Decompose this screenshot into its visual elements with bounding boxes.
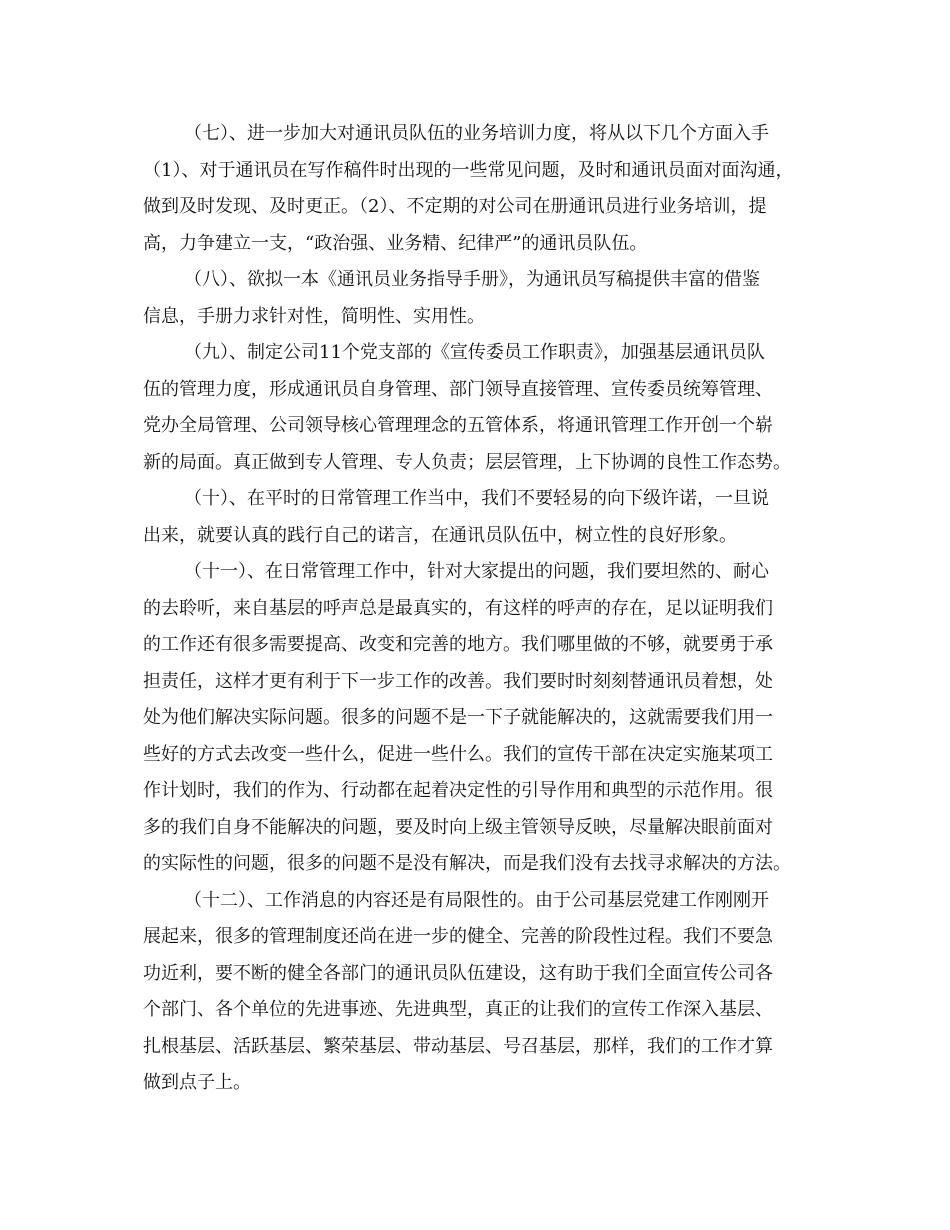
text-line: 处为他们解决实际问题。很多的问题不是一下子就能解决的，这就需要我们用一 bbox=[143, 707, 773, 728]
text-line: 个部门、各个单位的先进事迹、先进典型，真正的让我们的宣传工作深入基层、 bbox=[143, 999, 773, 1020]
paragraph-item-10 bbox=[143, 481, 808, 554]
text-line: 些好的方式去改变一些什么，促进一些什么。我们的宣传干部在决定实施某项工 bbox=[143, 743, 773, 765]
text-line: 高，力争建立一支，“政治强、业务精、纪律严”的通讯员队伍。 bbox=[143, 232, 648, 254]
text-line: （1）、对于通讯员在写作稿件时出现的一些常见问题，及时和通讯员面对面沟通， bbox=[143, 159, 794, 181]
text-line: 的实际性的问题，很多的问题不是没有解决，而是我们没有去找寻求解决的方法。 bbox=[143, 853, 791, 874]
text-line: （十）、在平时的日常管理工作当中，我们不要轻易的向下级许诺，一旦说 bbox=[184, 488, 769, 509]
text-line: 做到点子上。 bbox=[143, 1072, 251, 1093]
paragraph-item-8 bbox=[143, 262, 808, 335]
text-line: （十一）、在日常管理工作中，针对大家提出的问题，我们要坦然的、耐心 bbox=[184, 561, 769, 582]
paragraph-item-12 bbox=[143, 883, 808, 1102]
body-text bbox=[143, 116, 808, 1102]
text-line: （七）、进一步加大对通讯员队伍的业务培训力度，将从以下几个方面入手 bbox=[184, 123, 769, 144]
text-line: （十二）、工作消息的内容还是有局限性的。由于公司基层党建工作刚刚开 bbox=[184, 889, 769, 911]
text-line: 多的我们自身不能解决的问题，要及时向上级主管领导反映，尽量解决眼前面对 bbox=[143, 816, 773, 838]
text-line: 的工作还有很多需要提高、改变和完善的地方。我们哪里做的不够，就要勇于承 bbox=[143, 634, 773, 655]
text-line: 的去聆听，来自基层的呼声总是最真实的，有这样的呼声的存在，足以证明我们 bbox=[143, 597, 773, 619]
text-line: 功近利，要不断的健全各部门的通讯员队伍建设，这有助于我们全面宣传公司各 bbox=[143, 962, 773, 984]
text-line: 新的局面。真正做到专人管理、专人负责；层层管理，上下协调的良性工作态势。 bbox=[143, 451, 791, 473]
text-line: 出来，就要认真的践行自己的诺言，在通讯员队伍中，树立性的良好形象。 bbox=[143, 524, 737, 546]
text-line: （九）、制定公司11个党支部的《宣传委员工作职责》，加强基层通讯员队 bbox=[184, 342, 765, 363]
text-line: 伍的管理力度，形成通讯员自身管理、部门领导直接管理、宣传委员统筹管理、 bbox=[143, 378, 773, 400]
text-line: （八）、欲拟一本《通讯员业务指导手册》，为通讯员写稿提供丰富的借鉴 bbox=[184, 269, 760, 290]
paragraph-item-7 bbox=[143, 116, 808, 262]
text-line: 扎根基层、活跃基层、繁荣基层、带动基层、号召基层，那样，我们的工作才算 bbox=[143, 1035, 773, 1057]
text-line: 做到及时发现、及时更正。（2）、不定期的对公司在册通讯员进行业务培训，提 bbox=[143, 196, 767, 217]
text-line: 党办全局管理、公司领导核心管理理念的五管体系，将通讯管理工作开创一个崭 bbox=[143, 415, 773, 436]
text-line: 展起来，很多的管理制度还尚在进一步的健全、完善的阶段性过程。我们不要急 bbox=[143, 926, 773, 947]
text-line: 作计划时，我们的作为、行动都在起着决定性的引导作用和典型的示范作用。很 bbox=[143, 780, 773, 801]
text-line: 担责任，这样才更有利于下一步工作的改善。我们要时时刻刻替通讯员着想，处 bbox=[143, 670, 773, 692]
text-line: 信息，手册力求针对性，简明性、实用性。 bbox=[143, 305, 485, 327]
paragraph-item-9 bbox=[143, 335, 808, 481]
paragraph-item-11 bbox=[143, 554, 808, 883]
